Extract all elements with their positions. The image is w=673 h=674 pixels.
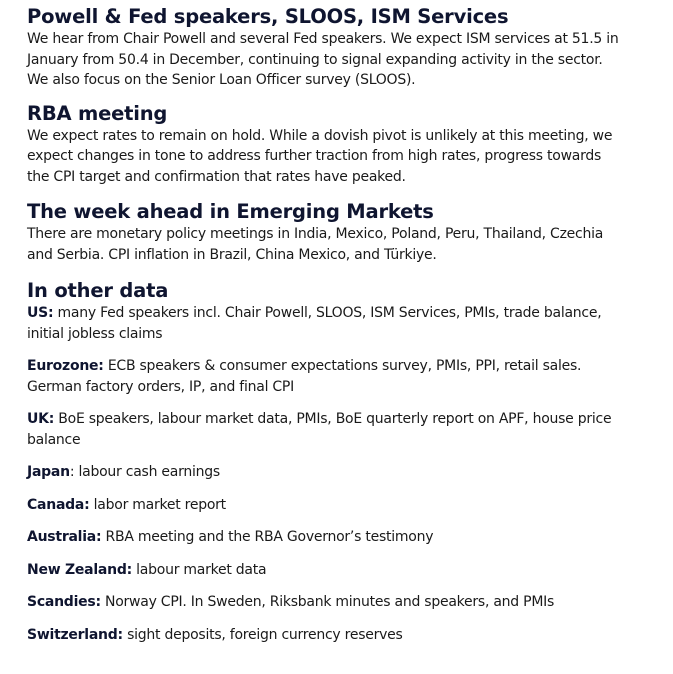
region-label: Australia: xyxy=(27,529,102,545)
data-item-canada xyxy=(27,495,627,516)
region-label: UK: xyxy=(27,411,55,427)
data-item-us xyxy=(27,303,627,344)
region-text: RBA meeting and the RBA Governor’s testimony xyxy=(101,529,434,545)
section-title: RBA meeting xyxy=(27,101,168,125)
region-text: many Fed speakers incl. Chair Powell, SLOOS, ISM Services, PMIs, trade balance, initial jobless claims xyxy=(27,305,602,342)
data-item-switzerland xyxy=(27,625,627,646)
region-label: Scandies: xyxy=(27,594,101,610)
section-title: In other data xyxy=(27,279,169,302)
section-title: The week ahead in Emerging Markets xyxy=(27,200,434,223)
region-label: US: xyxy=(27,305,54,321)
data-item-eurozone xyxy=(27,356,627,397)
data-item-new-zealand xyxy=(27,560,627,581)
region-text: ECB speakers & consumer expectations survey, PMIs, PPI, retail sales. German factory orders, IP, and final CPI xyxy=(27,358,582,395)
section-body: There are monetary policy meetings in India, Mexico, Poland, Peru, Thailand, Czechia and Serbia. CPI inflation in Brazil, China Mexico, and Türkiye. xyxy=(27,226,604,263)
region-text: labour market data xyxy=(131,561,267,578)
region-label: Switzerland: xyxy=(27,626,123,643)
region-label: New Zealand: xyxy=(27,561,132,578)
data-item-uk xyxy=(27,409,627,450)
section-fed xyxy=(27,5,627,91)
section-body: We hear from Chair Powell and several Fed speakers. We expect ISM services at 51.5 in January from 50.4 in December, continuing to signal expanding activity in the sector. We also focus on the Senior Loan Officer survey (SLOOS). xyxy=(27,31,619,88)
region-label: Canada: xyxy=(27,496,90,513)
region-text: : labour cash earnings xyxy=(69,464,220,480)
data-item-scandies xyxy=(27,592,627,613)
data-item-japan xyxy=(27,462,627,483)
section-body: We expect rates to remain on hold. While a dovish pivot is unlikely at this meeting, we expect changes in tone to address further traction from high rates, progress towards the CPI target and confirmation that rates have peaked. xyxy=(27,127,613,185)
region-label: Japan xyxy=(27,464,70,480)
document-page xyxy=(27,5,627,657)
section-emerging-markets xyxy=(27,200,627,265)
region-text: Norway CPI. In Sweden, Riksbank minutes and speakers, and PMIs xyxy=(100,594,555,610)
region-text: labor market report xyxy=(89,496,226,513)
region-text: sight deposits, foreign currency reserves xyxy=(122,626,403,643)
region-label: Eurozone: xyxy=(27,358,104,374)
section-rba xyxy=(27,102,627,188)
section-title: Powell & Fed speakers, SLOOS, ISM Services xyxy=(27,5,509,28)
section-other-data xyxy=(27,279,627,645)
other-data-list xyxy=(27,303,627,645)
region-text: BoE speakers, labour market data, PMIs, BoE quarterly report on APF, house price balance xyxy=(27,411,612,448)
data-item-australia xyxy=(27,527,627,548)
